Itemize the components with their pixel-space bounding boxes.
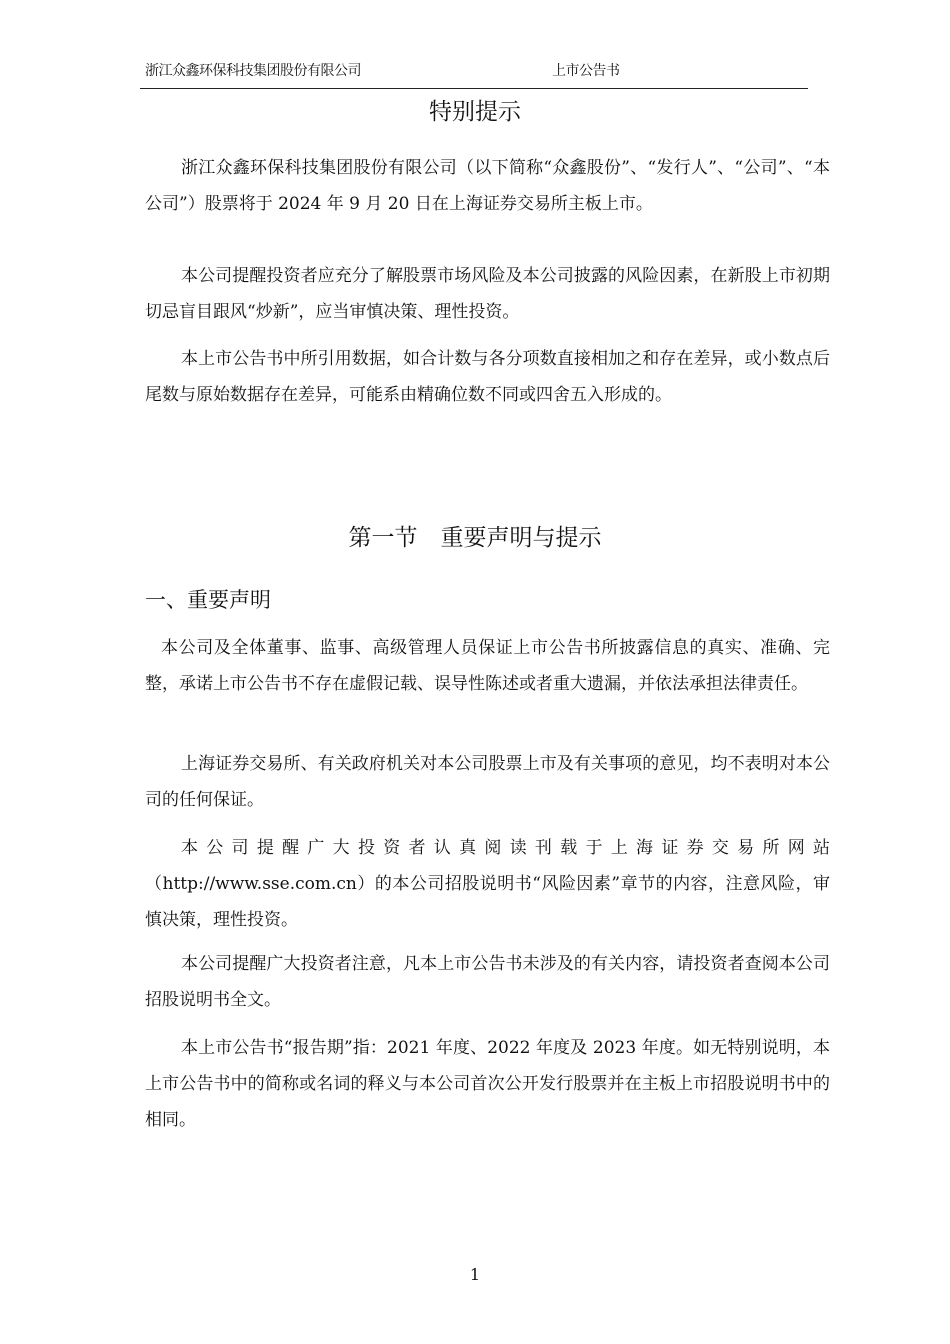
special-notice-paragraph: 浙江众鑫环保科技集团股份有限公司（以下简称“众鑫股份”、“发行人”、“公司”、“本公司”）股票将于 2024 年 9 月 20 日在上海证券交易所主板上市。 — [145, 158, 830, 214]
header-document-type: 上市公告书 — [552, 63, 620, 79]
declaration-paragraph: 上海证券交易所、有关政府机关对本公司股票上市及有关事项的意见，均不表明对本公司的任何保证。 — [145, 754, 830, 810]
header-divider — [140, 88, 808, 89]
special-notice-paragraph: 本公司提醒投资者应充分了解股票市场风险及本公司披露的风险因素，在新股上市初期切忌盲目跟风“炒新”，应当审慎决策、理性投资。 — [145, 266, 830, 322]
header-company-name: 浙江众鑫环保科技集团股份有限公司 — [145, 63, 361, 79]
subsection-heading: 一、重要声明 — [145, 588, 271, 612]
declaration-paragraph: 本公司提醒广大投资者注意，凡本上市公告书未涉及的有关内容，请投资者查阅本公司招股说明书全文。 — [145, 954, 830, 1010]
special-notice-paragraph: 本上市公告书中所引用数据，如合计数与各分项数直接相加之和存在差异，或小数点后尾数与原始数据存在差异，可能系由精确位数不同或四舍五入形成的。 — [145, 349, 830, 405]
declaration-paragraph: 本上市公告书“报告期”指：2021 年度、2022 年度及 2023 年度。如无特别说明，本上市公告书中的简称或名词的释义与本公司首次公开发行股票并在主板上市招股说明书中的相同。 — [145, 1038, 830, 1130]
section-title: 第一节 重要声明与提示 — [348, 525, 602, 551]
special-notice-title: 特别提示 — [429, 99, 521, 125]
declaration-paragraph: 本公司及全体董事、监事、高级管理人员保证上市公告书所披露信息的真实、准确、完整，承诺上市公告书不存在虚假记载、误导性陈述或者重大遗漏，并依法承担法律责任。 — [145, 638, 830, 694]
page-number: 1 — [469, 1265, 481, 1284]
declaration-paragraph: 本公司提醒广大投资者认真阅读刊载于上海证券交易所网站（http://www.sse.com.cn）的本公司招股说明书“风险因素”章节的内容，注意风险，审慎决策，理性投资。 — [145, 838, 830, 930]
